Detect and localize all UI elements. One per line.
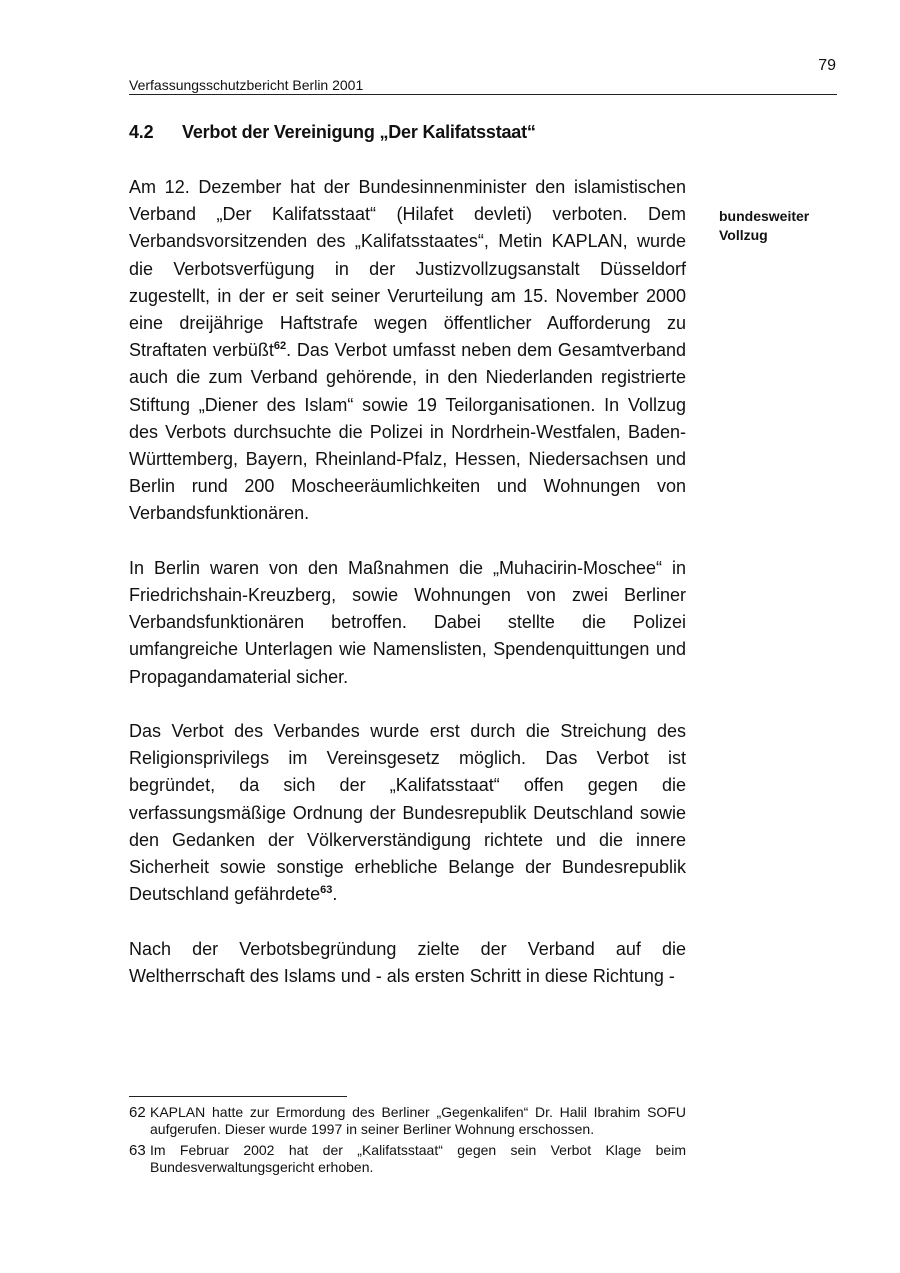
paragraph-3-text-a: Das Verbot des Verbandes wurde erst durch die Streichung des Religionsprivilegs im Vereinsgesetz möglich. Das Verbot ist begründet, da sich der „Kalifatsstaat“ offen gegen die verfassungsmäßige Ordnung der Bundesrepublik Deutschland sowie den Gedanken der Völkerverständigung richtete und die innere Sicherheit sowie sonstige erhebliche Belange der Bundesrepublik Deutschland gefährdete — [129, 721, 686, 905]
margin-note — [719, 207, 809, 245]
margin-note-line-1: bundesweiter — [719, 208, 810, 224]
section-title: Verbot der Vereinigung „Der Kalifatsstaat“ — [182, 122, 536, 142]
footnotes — [129, 1104, 686, 1180]
footnote-text: Im Februar 2002 hat der „Kalifatsstaat“ gegen sein Verbot Klage beim Bundesverwaltungsgericht erhoben. — [150, 1142, 686, 1175]
margin-note-line-2: Vollzug — [719, 227, 768, 243]
page-number: 79 — [818, 57, 836, 74]
paragraph-2: In Berlin waren von den Maßnahmen die „Muhacirin-Moschee“ in Friedrichshain-Kreuzberg, sowie Wohnungen von zwei Berliner Verbandsfunktionären betroffen. Dabei stellte die Polizei umfangreiche Unterlagen wie Namenslisten, Spendenquittungen und Propagandamaterial sicher. — [129, 557, 686, 687]
section-number: 4.2 — [129, 122, 154, 142]
body-text — [129, 174, 686, 1017]
footnote-62 — [129, 1104, 686, 1138]
footnote-number: 62 — [129, 1104, 146, 1121]
footnote-text: KAPLAN hatte zur Ermordung des Berliner „Gegenkalifen“ Dr. Halil Ibrahim SOFU aufgerufen. Dieser wurde 1997 in seiner Berliner Wohnung erschossen. — [150, 1104, 686, 1137]
footnote-number: 63 — [129, 1142, 146, 1159]
paragraph-4: Nach der Verbotsbegründung zielte der Verband auf die Weltherrschaft des Islams und - als ersten Schritt in diese Richtung - — [129, 938, 686, 986]
footnote-63 — [129, 1142, 686, 1176]
paragraph-3-text-b: . — [332, 884, 338, 905]
running-header: Verfassungsschutzbericht Berlin 2001 — [129, 77, 364, 93]
footnote-reference-62[interactable]: 62 — [273, 340, 287, 353]
paragraph-1-text-a: Am 12. Dezember hat der Bundesinnenminister den islamistischen Verband „Der Kalifatsstaat“ (Hilafet devleti) verboten. Dem Verbandsvorsitzenden des „Kalifatsstaates“, Metin KAPLAN, wurde die Verbotsverfügung in der Justizvollzugsanstalt Düsseldorf zugestellt, in der er seit seiner Verurteilung am 15. November 2000 eine dreijährige Haftstrafe wegen öffentlicher Aufforderung zu Straftaten verbüßt — [129, 177, 686, 361]
paragraph-1 — [129, 174, 686, 528]
section-heading — [129, 122, 536, 143]
footnote-reference-63[interactable]: 63 — [320, 884, 333, 897]
paragraph-3 — [129, 718, 686, 908]
paragraph-1-text-b: . Das Verbot umfasst neben dem Gesamtverband auch die zum Verband gehörende, in den Niederlanden registrierte Stiftung „Diener des Islam“ sowie 19 Teilorganisationen. In Vollzug des Verbots durchsuchte die Polizei in Nordrhein-Westfalen, Baden-Württemberg, Bayern, Rheinland-Pfalz, Hessen, Niedersachsen und Berlin rund 200 Moscheeräumlichkeiten und Wohnungen von Verbandsfunktionären. — [129, 340, 686, 524]
footnote-divider — [129, 1096, 347, 1097]
header-divider — [129, 94, 837, 95]
